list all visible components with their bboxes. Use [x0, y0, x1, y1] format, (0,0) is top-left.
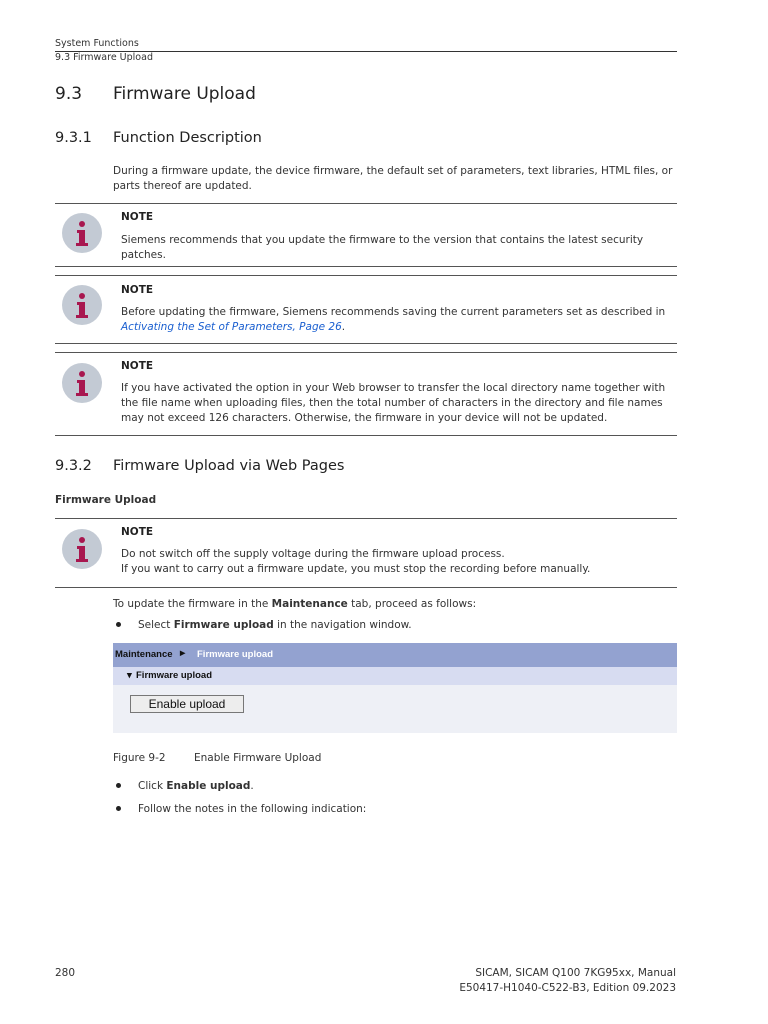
procedure-intro-text: tab, proceed as follows:	[347, 598, 477, 610]
step-bold: Firmware upload	[173, 619, 274, 631]
note-text: If you have activated the option in your Web browser to transfer the local directory name together with the file name when uploading files, then the total number of characters in the directory and file names may not exceed 126 characters. Otherwise, the firmware in your device will not be updated.	[121, 382, 666, 424]
info-icon	[62, 285, 102, 325]
bullet-marker	[116, 806, 121, 811]
procedure-step	[138, 779, 254, 794]
section-title: Firmware Upload	[113, 84, 256, 104]
subsection-title: Function Description	[113, 130, 262, 146]
procedure-intro-bold: Maintenance	[271, 598, 348, 610]
cross-reference-link[interactable]: Activating the Set of Parameters, Page 26	[121, 321, 342, 333]
footer-doc-edition: E50417-H1040-C522-B3, Edition 09.2023	[459, 982, 676, 994]
panel-header[interactable]	[113, 667, 677, 685]
breadcrumb-root[interactable]: Maintenance	[115, 649, 173, 660]
running-header-section: 9.3 Firmware Upload	[55, 52, 153, 63]
note-line: Do not switch off the supply voltage during the firmware upload process.	[121, 548, 505, 560]
note-top-rule	[55, 352, 677, 353]
note-text	[121, 547, 676, 577]
procedure-intro	[113, 597, 476, 612]
note-line: If you want to carry out a firmware update, you must stop the recording before manually.	[121, 563, 591, 575]
subsection-number: 9.3.1	[55, 130, 92, 146]
note-title: NOTE	[121, 284, 154, 296]
subsection-title: Firmware Upload via Web Pages	[113, 458, 345, 474]
note-bottom-rule	[55, 435, 677, 436]
note-top-rule	[55, 203, 677, 204]
note-bottom-rule	[55, 343, 677, 344]
note-bottom-rule	[55, 587, 677, 588]
step-text: Select	[138, 619, 174, 631]
subsection-number: 9.3.2	[55, 458, 92, 474]
figure-caption: Enable Firmware Upload	[194, 752, 322, 764]
footer-doc-title: SICAM, SICAM Q100 7KG95xx, Manual	[475, 967, 676, 979]
info-icon	[62, 213, 102, 253]
running-header-chapter: System Functions	[55, 38, 139, 49]
note-text-suffix: .	[341, 321, 346, 333]
note-title: NOTE	[121, 526, 154, 538]
procedure-step	[138, 618, 412, 633]
breadcrumb-arrow-icon: ►	[178, 648, 188, 659]
note-top-rule	[55, 518, 677, 519]
info-icon	[62, 363, 102, 403]
note-text-body: Before updating the firmware, Siemens recommends saving the current parameters set as described in	[121, 306, 666, 318]
page-number: 280	[55, 967, 76, 979]
note-title: NOTE	[121, 360, 154, 372]
bullet-marker	[116, 783, 121, 788]
breadcrumb-page: Firmware upload	[197, 649, 274, 660]
section-number: 9.3	[55, 84, 83, 104]
intro-paragraph: During a firmware update, the device firmware, the default set of parameters, text libraries, HTML files, or parts thereof are updated.	[113, 165, 673, 192]
note-text	[121, 305, 676, 335]
subheading: Firmware Upload	[55, 494, 157, 506]
collapse-toggle-icon[interactable]: ▾	[127, 670, 132, 681]
enable-upload-button[interactable]: Enable upload	[130, 695, 244, 713]
step-text: Click	[138, 780, 167, 792]
step-text: in the navigation window.	[273, 619, 412, 631]
breadcrumb-bar	[113, 643, 677, 667]
procedure-intro-text: To update the firmware in the	[113, 598, 272, 610]
info-icon	[62, 529, 102, 569]
procedure-step: Follow the notes in the following indication:	[138, 803, 367, 815]
note-title: NOTE	[121, 211, 154, 223]
note-bottom-rule	[55, 266, 677, 267]
step-text: .	[250, 780, 254, 792]
note-text: Siemens recommends that you update the firmware to the version that contains the latest security patches.	[121, 234, 644, 261]
note-top-rule	[55, 275, 677, 276]
figure-number: Figure 9-2	[113, 752, 166, 764]
panel-title: Firmware upload	[136, 670, 213, 681]
step-bold: Enable upload	[166, 780, 251, 792]
bullet-marker	[116, 622, 121, 627]
figure-screenshot	[113, 643, 677, 733]
